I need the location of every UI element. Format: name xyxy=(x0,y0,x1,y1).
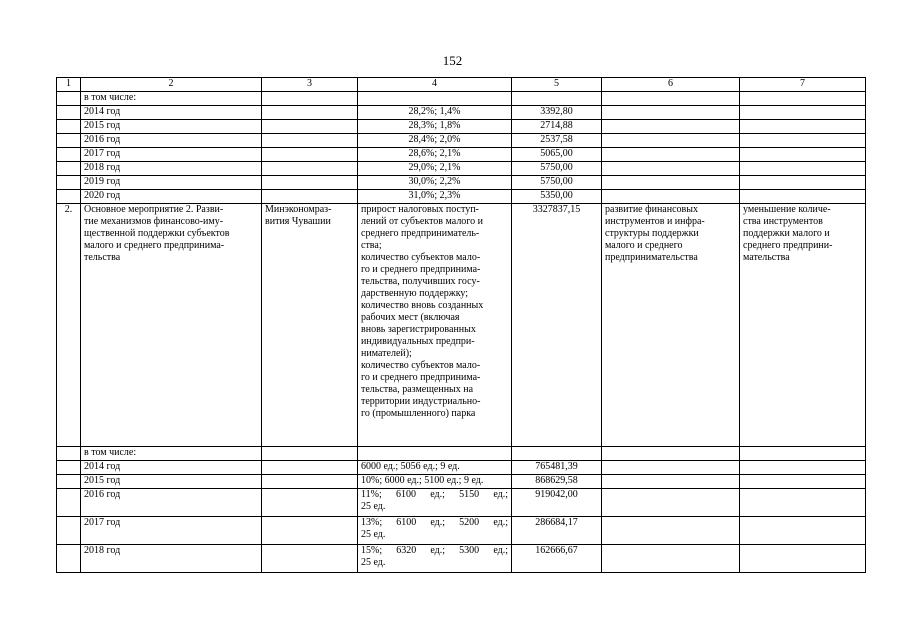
indicator-cell: 28,4%; 2,0% xyxy=(358,134,512,148)
year-cell: 2018 год xyxy=(81,162,262,176)
year-cell: 2017 год xyxy=(81,517,262,545)
table-row xyxy=(57,120,866,134)
measure-name: Основное мероприятие 2. Разви- тие механизмов финансово-иму- щественной поддержки субъектов малого и среднего предпринима- тельства xyxy=(81,204,262,447)
table-row xyxy=(57,148,866,162)
indicator-cell: 10%; 6000 ед.; 5100 ед.; 9 ед. xyxy=(358,475,512,489)
header-row xyxy=(57,78,866,92)
table-row xyxy=(57,190,866,204)
measure-indicators: прирост налоговых поступ- лений от субъектов малого и среднего предприниматель- ства; количество субъектов мало- го и среднего предпринима- тельства, получивших госу- дарственную поддержку; количество вновь созданных рабочих мест (включая вновь зарегистрированных индивидуальных предпри- нимателей); количество субъектов мало- го и среднего предпринима- тельства, размещенных на территории индустриально- го (промышленного) парка xyxy=(358,204,512,447)
header-cell-2: 2 xyxy=(81,78,262,92)
year-cell: 2015 год xyxy=(81,120,262,134)
year-cell: 2014 год xyxy=(81,106,262,120)
amount-cell: 162666,67 xyxy=(512,545,602,573)
header-cell-4: 4 xyxy=(358,78,512,92)
program-table xyxy=(56,77,866,573)
table-row xyxy=(57,176,866,190)
indicator-cell: 30,0%; 2,2% xyxy=(358,176,512,190)
indicator-cell: 11%; 6100 ед.; 5150 ед.; 25 ед. xyxy=(358,489,512,517)
amount-cell: 919042,00 xyxy=(512,489,602,517)
year-cell: 2018 год xyxy=(81,545,262,573)
table-row xyxy=(57,489,866,517)
indicator-cell: 29,0%; 2,1% xyxy=(358,162,512,176)
year-cell: 2016 год xyxy=(81,134,262,148)
indicator-cell: 13%; 6100 ед.; 5200 ед.; 25 ед. xyxy=(358,517,512,545)
year-cell: 2020 год xyxy=(81,190,262,204)
year-cell: 2017 год xyxy=(81,148,262,162)
indicator-cell: 6000 ед.; 5056 ед.; 9 ед. xyxy=(358,461,512,475)
indicator-cell: 28,3%; 1,8% xyxy=(358,120,512,134)
table-row xyxy=(57,517,866,545)
measure-number: 2. xyxy=(57,204,81,447)
header-cell-7: 7 xyxy=(740,78,866,92)
table-row xyxy=(57,545,866,573)
table-row xyxy=(57,447,866,461)
measure-executor: Минэкономраз- вития Чувашии xyxy=(262,204,358,447)
year-cell: 2016 год xyxy=(81,489,262,517)
table-row xyxy=(57,162,866,176)
year-cell: 2014 год xyxy=(81,461,262,475)
amount-cell: 286684,17 xyxy=(512,517,602,545)
amount-cell: 3392,80 xyxy=(512,106,602,120)
measure-result: развитие финансовых инструментов и инфра- структуры поддержки малого и среднего предпринимательства xyxy=(602,204,740,447)
header-cell-3: 3 xyxy=(262,78,358,92)
page-number: 152 xyxy=(442,53,463,68)
indicator-cell: 15%; 6320 ед.; 5300 ед.; 25 ед. xyxy=(358,545,512,573)
amount-cell: 765481,39 xyxy=(512,461,602,475)
table-row xyxy=(57,92,866,106)
header-cell-5: 5 xyxy=(512,78,602,92)
year-cell: 2015 год xyxy=(81,475,262,489)
table-row xyxy=(57,475,866,489)
amount-cell: 5350,00 xyxy=(512,190,602,204)
table-row xyxy=(57,134,866,148)
amount-cell: 5065,00 xyxy=(512,148,602,162)
amount-cell: 5750,00 xyxy=(512,176,602,190)
header-cell-6: 6 xyxy=(602,78,740,92)
measure-risk: уменьшение количе- ства инструментов поддержки малого и среднего предприни- мательства xyxy=(740,204,866,447)
measure-amount: 3327837,15 xyxy=(512,204,602,447)
indicator-cell: 31,0%; 2,3% xyxy=(358,190,512,204)
table-row xyxy=(57,461,866,475)
table-row xyxy=(57,106,866,120)
amount-cell: 2714,88 xyxy=(512,120,602,134)
group-label: в том числе: xyxy=(81,92,262,106)
group-label: в том числе: xyxy=(81,447,262,461)
amount-cell: 868629,58 xyxy=(512,475,602,489)
header-cell-1: 1 xyxy=(57,78,81,92)
indicator-cell: 28,6%; 2,1% xyxy=(358,148,512,162)
amount-cell: 5750,00 xyxy=(512,162,602,176)
indicator-cell: 28,2%; 1,4% xyxy=(358,106,512,120)
year-cell: 2019 год xyxy=(81,176,262,190)
measure-row xyxy=(57,204,866,447)
amount-cell: 2537,58 xyxy=(512,134,602,148)
